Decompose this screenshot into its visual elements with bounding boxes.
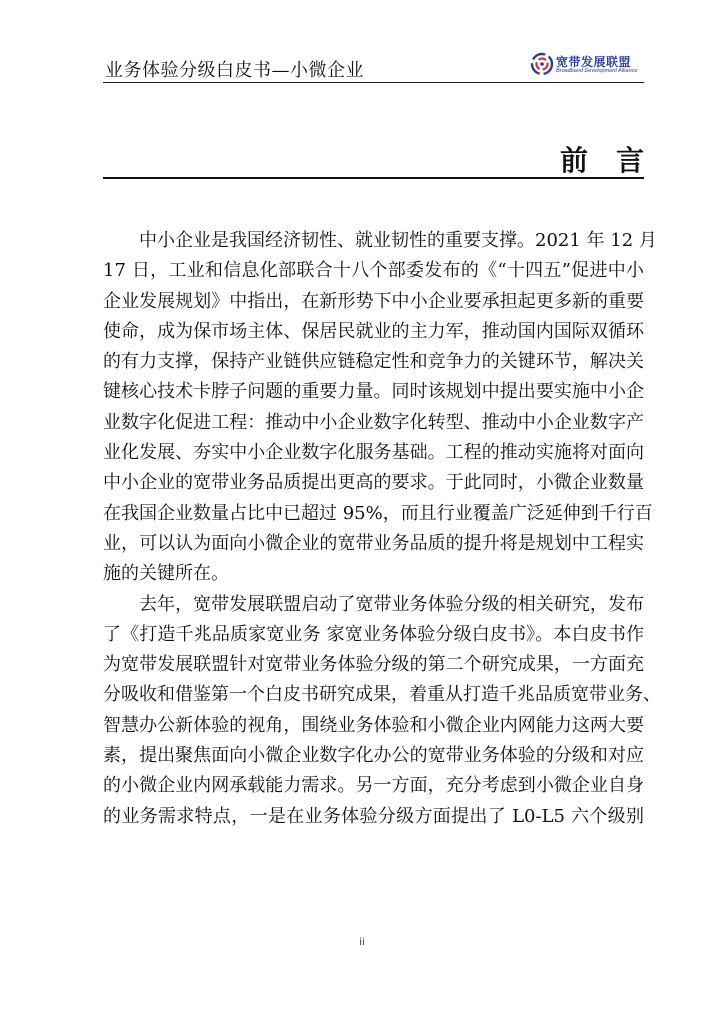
header-title: 业务体验分级白皮书—小微企业: [105, 60, 364, 81]
logo-subtitle: Broadband Development Alliance: [556, 68, 638, 74]
broadband-alliance-logo: [530, 52, 642, 76]
broadband-alliance-logo-icon: [530, 52, 554, 76]
paragraph-line: 业数字化促进工程：推动中小企业数字化转型、推动中小企业数字产: [103, 411, 644, 433]
page-number: ii: [359, 937, 365, 948]
paragraph-line: 去年，宽带发展联盟启动了宽带业务体验分级的相关研究，发布: [139, 593, 644, 615]
paragraph-line: 智慧办公新体验的视角，围绕业务体验和小微企业内网能力这两大要: [103, 714, 644, 736]
paragraph-line: 了《打造千兆品质家宽业务 家宽业务体验分级白皮书》。本白皮书作: [103, 623, 644, 645]
paragraph-line: 分吸收和借鉴第一个白皮书研究成果，着重从打造千兆品质宽带业务、: [103, 684, 661, 706]
paragraph-line: 键核心技术卡脖子问题的重要力量。同时该规划中提出要实施中小企: [103, 381, 644, 403]
paragraph-line: 的小微企业内网承载能力需求。另一方面，充分考虑到小微企业自身: [103, 775, 644, 797]
paragraph-line: 企业发展规划》中指出，在新形势下中小企业要承担起更多新的重要: [103, 290, 644, 312]
page-header: [103, 52, 644, 83]
logo-name: 宽带发展联盟: [556, 55, 632, 69]
paragraph-line: 素，提出聚焦面向小微企业数字化办公的宽带业务体验的分级和对应: [103, 745, 644, 767]
chapter-title: 前言: [559, 144, 672, 177]
paragraph-line: 中小企业的宽带业务品质提出更高的要求。于此同时，小微企业数量: [103, 472, 644, 494]
paragraph-line: 为宽带发展联盟针对宽带业务体验分级的第二个研究成果，一方面充: [103, 654, 644, 676]
paragraph-line: 17 日，工业和信息化部联合十八个部委发布的《“十四五”促进中小: [103, 260, 644, 282]
paragraph-2: [103, 590, 661, 832]
title-divider: [103, 177, 644, 179]
paragraph-line: 的业务需求特点，一是在业务体验分级方面提出了 L0-L5 六个级别: [103, 805, 644, 827]
body-text: [103, 226, 661, 832]
paragraph-line: 中小企业是我国经济韧性、就业韧性的重要支撑。2021 年 12 月: [139, 230, 657, 251]
paragraph-line: 的有力支撑，保持产业链供应链稳定性和竞争力的关键环节，解决关: [103, 351, 644, 373]
paragraph-line: 使命，成为保市场主体、保居民就业的主力军，推动国内国际双循环: [103, 320, 644, 342]
paragraph-line: 业化发展、夯实中小企业数字化服务基础。工程的推动实施将对面向: [103, 442, 644, 464]
paragraph-line: 在我国企业数量占比中已超过 95%，而且行业覆盖广泛延伸到千行百: [103, 502, 653, 524]
paragraph-1: [103, 226, 657, 590]
paragraph-line: 业，可以认为面向小微企业的宽带业务品质的提升将是规划中工程实: [103, 532, 644, 554]
paragraph-line: 施的关键所在。: [103, 563, 229, 585]
